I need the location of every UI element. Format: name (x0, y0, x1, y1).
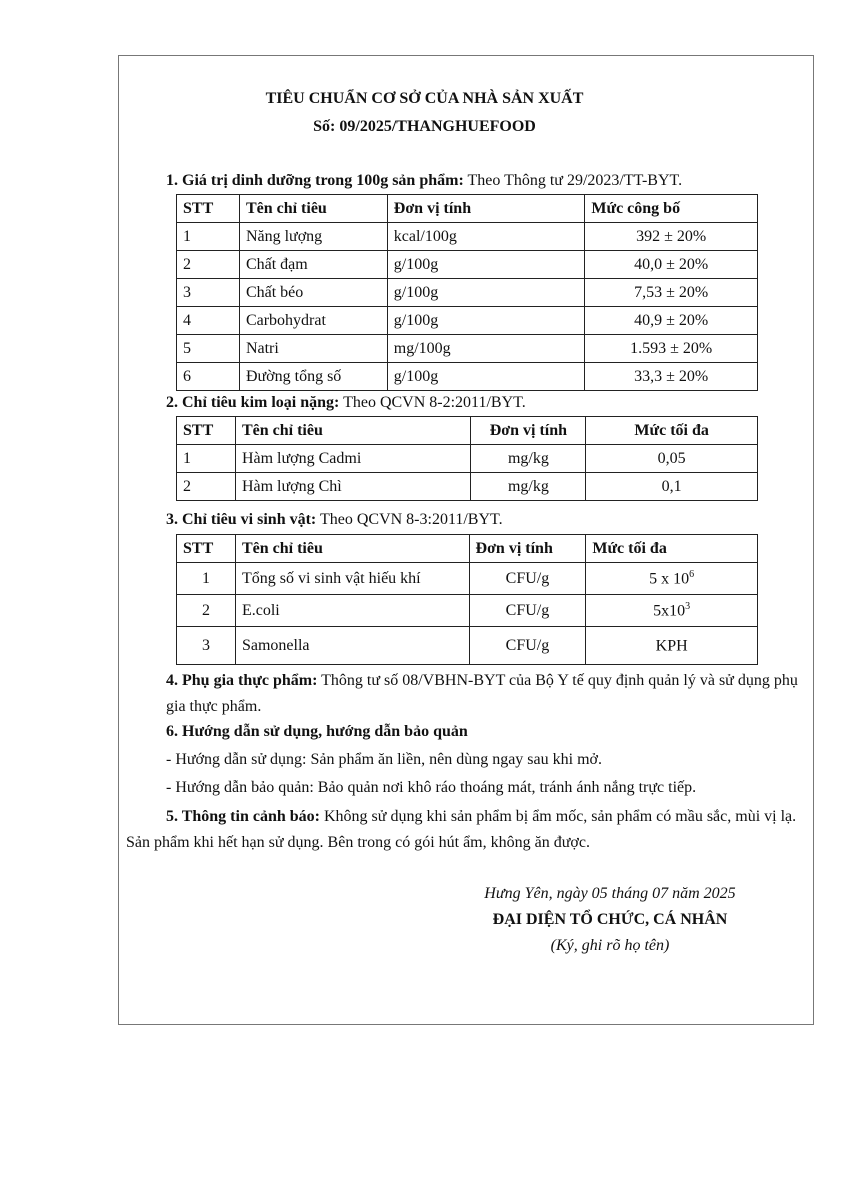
document-number: Số: 09/2025/THANGHUEFOOD (313, 118, 536, 135)
cell-name: E.coli (235, 595, 469, 627)
table-row (177, 335, 758, 363)
table-header-row (177, 417, 758, 445)
column-header: STT (177, 417, 236, 445)
place-date: Hưng Yên, ngày 05 tháng 07 năm 2025 (484, 885, 736, 902)
cell-unit: mg/100g (387, 335, 585, 363)
table-row (177, 363, 758, 391)
table-row (177, 307, 758, 335)
column-header: Đơn vị tính (469, 535, 586, 563)
cell-unit: mg/kg (471, 473, 586, 501)
column-header: STT (177, 535, 236, 563)
section6-heading: 6. Hướng dẫn sử dụng, hướng dẫn bảo quản (166, 723, 468, 740)
cell-stt: 6 (177, 363, 240, 391)
cell-value: 7,53 ± 20% (585, 279, 758, 307)
cell-value: $5x10^3$ (586, 595, 758, 627)
section1-heading: 1. Giá trị dinh dưỡng trong 100g sản phẩm: Theo Thông tư 29/2023/TT-BYT. (166, 172, 683, 189)
cell-name: Samonella (235, 627, 469, 665)
document-title: TIÊU CHUẨN CƠ SỞ CỦA NHÀ SẢN XUẤT (265, 90, 584, 107)
table-row (177, 445, 758, 473)
table-row (177, 595, 758, 627)
cell-stt: 3 (177, 627, 236, 665)
cell-value: 1.593 ± 20% (585, 335, 758, 363)
cell-value: 33,3 ± 20% (585, 363, 758, 391)
cell-value: 392 ± 20% (585, 223, 758, 251)
cell-stt: 5 (177, 335, 240, 363)
cell-value: 40,0 ± 20% (585, 251, 758, 279)
heavy-metal-table (176, 416, 758, 501)
column-header: Tên chỉ tiêu (235, 535, 469, 563)
cell-value: 0,1 (586, 473, 758, 501)
section4-paragraph: 4. Phụ gia thực phẩm: Thông tư số 08/VBHN-BYT của Bộ Y tế quy định quản lý và sử dụng phụ gia thực phẩm. (166, 672, 798, 715)
cell-stt: 2 (177, 473, 236, 501)
cell-unit: CFU/g (469, 563, 586, 595)
usage-instruction: - Hướng dẫn sử dụng: Sản phẩm ăn liền, nên dùng ngay sau khi mở. (166, 751, 602, 768)
column-header: Mức tối đa (586, 535, 758, 563)
column-header: Đơn vị tính (471, 417, 586, 445)
table-row (177, 251, 758, 279)
cell-stt: 1 (177, 445, 236, 473)
signature-note: (Ký, ghi rõ họ tên) (550, 937, 670, 954)
cell-stt: 3 (177, 279, 240, 307)
column-header: Mức tối đa (586, 417, 758, 445)
cell-value: 5 x $10^6$ (586, 563, 758, 595)
cell-stt: 1 (177, 223, 240, 251)
table-header-row (177, 195, 758, 223)
cell-unit: g/100g (387, 251, 585, 279)
table-row (177, 279, 758, 307)
cell-name: Carbohydrat (239, 307, 387, 335)
storage-instruction: - Hướng dẫn bảo quản: Bảo quản nơi khô ráo thoáng mát, tránh ánh nắng trực tiếp. (166, 779, 697, 796)
representative-title: ĐẠI DIỆN TỔ CHỨC, CÁ NHÂN (492, 911, 728, 928)
cell-name: Hàm lượng Chì (235, 473, 471, 501)
cell-value: KPH (586, 627, 758, 665)
cell-unit: g/100g (387, 307, 585, 335)
column-header: Tên chỉ tiêu (239, 195, 387, 223)
cell-value: 0,05 (586, 445, 758, 473)
column-header: Mức công bố (585, 195, 758, 223)
cell-name: Tổng số vi sinh vật hiếu khí (235, 563, 469, 595)
cell-unit: g/100g (387, 279, 585, 307)
cell-name: Đường tổng số (239, 363, 387, 391)
column-header: Tên chỉ tiêu (235, 417, 471, 445)
cell-stt: 1 (177, 563, 236, 595)
section3-heading: 3. Chỉ tiêu vi sinh vật: Theo QCVN 8-3:2011/BYT. (166, 511, 503, 528)
cell-name: Chất đạm (239, 251, 387, 279)
table-row (177, 223, 758, 251)
table-header-row (177, 535, 758, 563)
table-row (177, 627, 758, 665)
microbiology-table (176, 534, 758, 665)
cell-unit: CFU/g (469, 595, 586, 627)
cell-unit: mg/kg (471, 445, 586, 473)
column-header: STT (177, 195, 240, 223)
table-row (177, 473, 758, 501)
cell-name: Natri (239, 335, 387, 363)
cell-unit: CFU/g (469, 627, 586, 665)
nutrition-table (176, 194, 758, 391)
cell-unit: kcal/100g (387, 223, 585, 251)
cell-value: 40,9 ± 20% (585, 307, 758, 335)
section2-heading: 2. Chỉ tiêu kim loại nặng: Theo QCVN 8-2:2011/BYT. (166, 394, 526, 411)
cell-stt: 2 (177, 595, 236, 627)
cell-stt: 4 (177, 307, 240, 335)
table-row (177, 563, 758, 595)
cell-stt: 2 (177, 251, 240, 279)
section5-paragraph: 5. Thông tin cảnh báo: Không sử dụng khi sản phẩm bị ẩm mốc, sản phẩm có mầu sắc, mùi vị lạ. Sản phẩm khi hết hạn sử dụng. Bên trong có gói hút ẩm, không ăn được. (126, 808, 797, 851)
column-header: Đơn vị tính (387, 195, 585, 223)
cell-name: Năng lượng (239, 223, 387, 251)
cell-unit: g/100g (387, 363, 585, 391)
cell-name: Chất béo (239, 279, 387, 307)
cell-name: Hàm lượng Cadmi (235, 445, 471, 473)
